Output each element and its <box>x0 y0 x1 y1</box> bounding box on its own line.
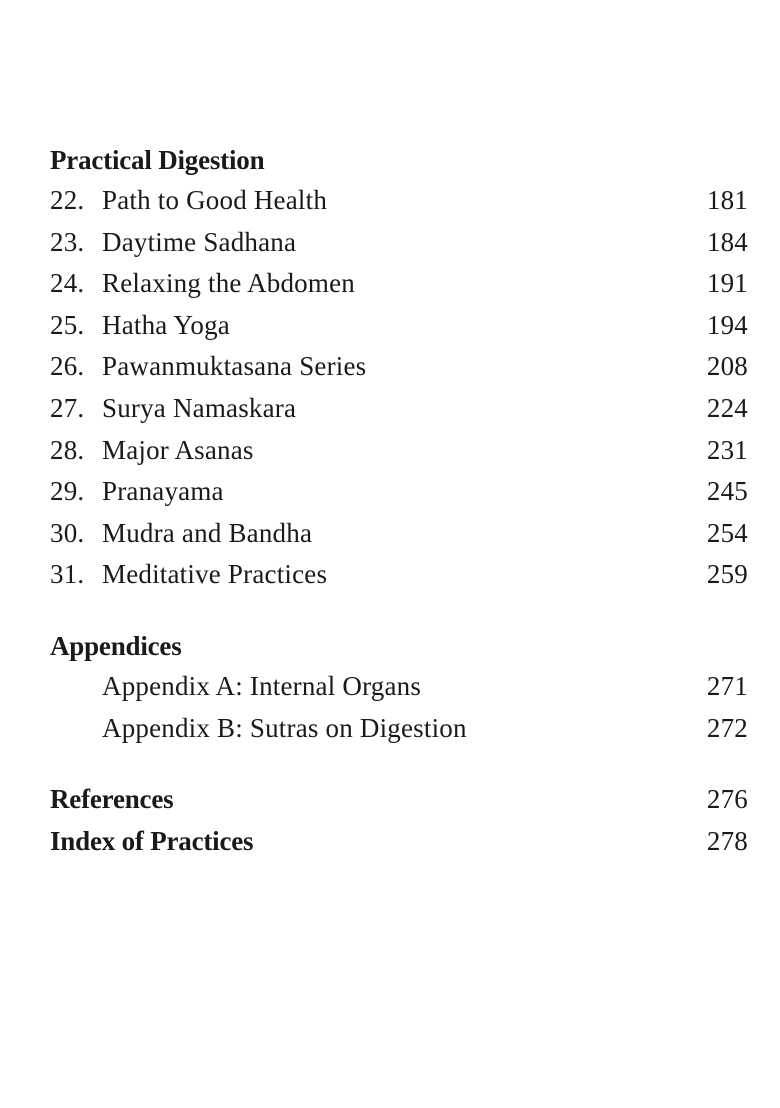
chapter-title: Major Asanas <box>102 434 254 465</box>
chapter-title: Meditative Practices <box>102 559 328 590</box>
chapter-number: 22. <box>50 185 85 215</box>
toc-entry-appendix[interactable] <box>50 666 748 708</box>
chapter-title: Relaxing the Abdomen <box>102 268 355 299</box>
page-number: 191 <box>706 268 748 299</box>
chapter-number: 31. <box>50 559 85 590</box>
page-number: 224 <box>706 392 748 423</box>
back-matter-title: Index of Practices <box>50 825 254 856</box>
chapter-title: Mudra and Bandha <box>102 517 313 548</box>
back-matter-title: References <box>50 784 174 815</box>
chapter-number: 30. <box>50 517 85 548</box>
page-number: 181 <box>706 185 748 215</box>
page-number: 272 <box>706 712 748 743</box>
toc-entry[interactable] <box>50 388 748 430</box>
chapter-number: 28. <box>50 434 85 465</box>
toc-entry-references[interactable] <box>50 779 748 821</box>
chapter-title: Daytime Sadhana <box>102 226 297 257</box>
toc-entry-index-of-practices[interactable] <box>50 821 748 863</box>
table-of-contents <box>50 140 748 862</box>
chapter-number: 23. <box>50 226 85 257</box>
chapter-title: Hatha Yoga <box>102 309 230 340</box>
chapter-title: Pawanmuktasana Series <box>102 351 367 382</box>
chapter-number: 27. <box>50 392 85 423</box>
page-number: 254 <box>706 517 748 548</box>
chapter-number: 25. <box>50 309 85 340</box>
toc-entry[interactable] <box>50 554 748 596</box>
chapter-title: Surya Namaskara <box>102 392 297 423</box>
page-number: 276 <box>706 784 748 815</box>
page-number: 208 <box>706 351 748 382</box>
page-number: 184 <box>706 226 748 257</box>
toc-entry[interactable] <box>50 180 748 222</box>
page-number: 245 <box>706 476 748 507</box>
chapter-title: Path to Good Health <box>102 185 328 215</box>
page-number: 231 <box>706 434 748 465</box>
chapter-number: 29. <box>50 476 85 507</box>
page-number: 271 <box>706 670 748 701</box>
page-number: 259 <box>706 559 748 590</box>
section-spacer <box>50 749 748 779</box>
toc-entry[interactable] <box>50 263 748 305</box>
page-number: 278 <box>706 825 748 856</box>
toc-entry[interactable] <box>50 513 748 555</box>
chapter-number: 24. <box>50 268 85 299</box>
appendix-title: Appendix A: Internal Organs <box>102 670 422 701</box>
page-number: 194 <box>706 309 748 340</box>
section-heading-practical-digestion: Practical Digestion <box>50 145 265 175</box>
toc-entry[interactable] <box>50 471 748 513</box>
toc-entry-appendix[interactable] <box>50 708 748 750</box>
chapter-number: 26. <box>50 351 85 382</box>
toc-entry[interactable] <box>50 346 748 388</box>
toc-entry[interactable] <box>50 430 748 472</box>
section-heading-appendices: Appendices <box>50 630 182 661</box>
appendix-title: Appendix B: Sutras on Digestion <box>102 712 467 743</box>
section-spacer <box>50 596 748 626</box>
chapter-title: Pranayama <box>102 476 224 507</box>
toc-entry[interactable] <box>50 222 748 264</box>
toc-entry[interactable] <box>50 305 748 347</box>
